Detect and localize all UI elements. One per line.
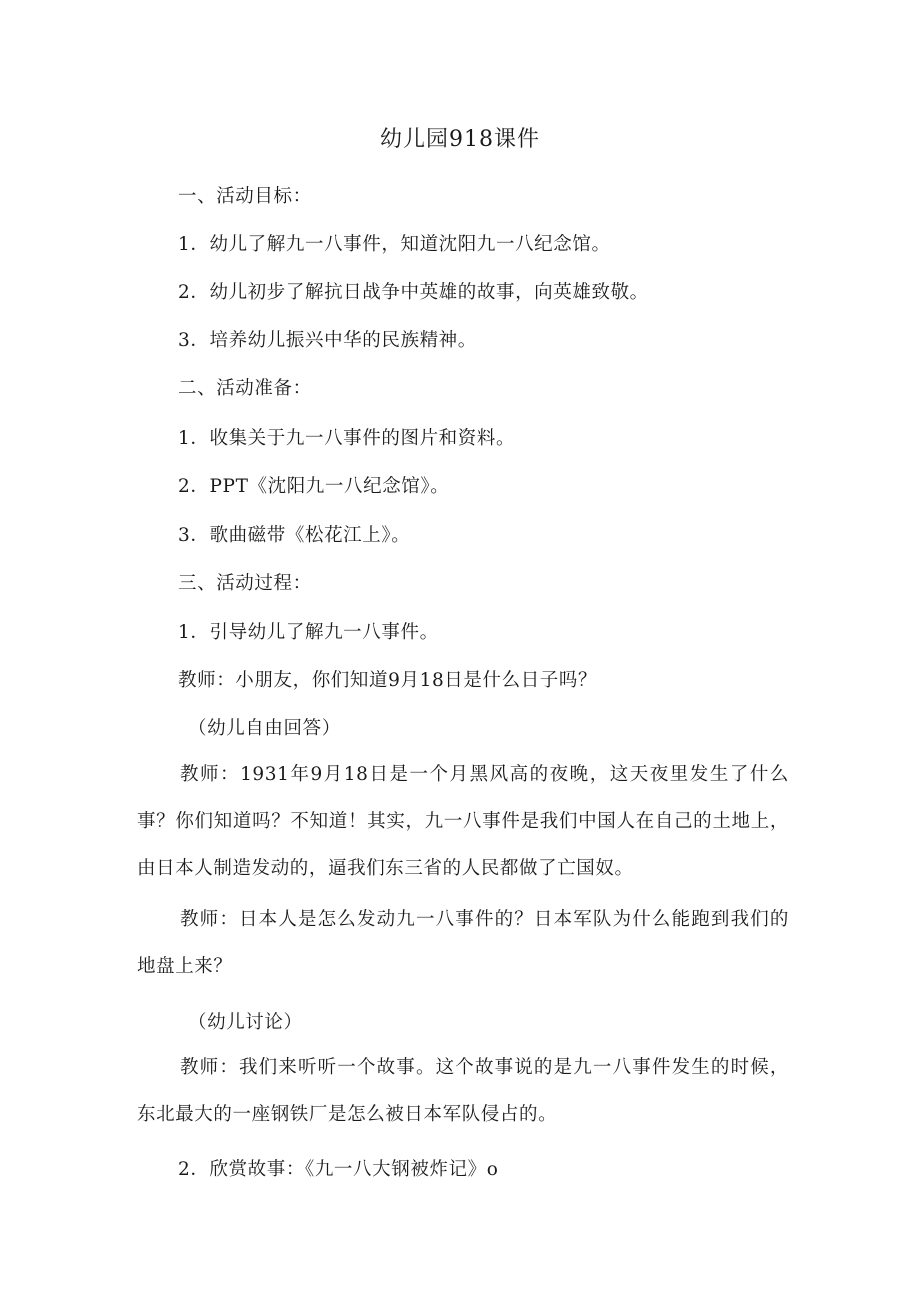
section-heading-process: 三、活动过程：	[178, 573, 312, 594]
goal-item-1: 1．幼儿了解九一八事件，知道沈阳九一八纪念馆。	[178, 234, 611, 255]
prep-item-2: 2．PPT《沈阳九一八纪念馆》。	[178, 476, 450, 497]
teacher-paragraph-2: 教师：日本人是怎么发动九一八事件的？日本军队为什么能跑到我们的地盘上来？	[137, 909, 789, 977]
prep-item-1: 1．收集关于九一八事件的图片和资料。	[178, 428, 516, 449]
process-step-2: 2．欣赏故事：《九一八大钢被炸记》o	[178, 1159, 499, 1180]
section-heading-prep: 二、活动准备：	[178, 378, 312, 399]
document-title: 幼儿园918课件	[380, 127, 540, 152]
teacher-paragraph-1: 教师：1931年9月18日是一个月黑风高的夜晚，这天夜里发生了什么事？你们知道吗？不知道！其实，九一八事件是我们中国人在自己的土地上，由日本人制造发动的，逼我们东三省的人民都做了亡国奴。	[137, 764, 789, 879]
goal-item-3: 3．培养幼儿振兴中华的民族精神。	[178, 330, 477, 351]
child-answer-1: （幼儿自由回答）	[188, 718, 341, 739]
child-answer-2: （幼儿讨论）	[188, 1012, 303, 1033]
prep-item-3: 3．歌曲磁带《松花江上》。	[178, 525, 411, 546]
process-step-1: 1．引导幼儿了解九一八事件。	[178, 622, 439, 643]
section-heading-goals: 一、活动目标：	[178, 186, 312, 207]
teacher-question-1: 教师：小朋友，你们知道9月18日是什么日子吗？	[178, 670, 598, 691]
goal-item-2: 2．幼儿初步了解抗日战争中英雄的故事，向英雄致敬。	[178, 282, 649, 303]
teacher-paragraph-3: 教师：我们来听听一个故事。这个故事说的是九一八事件发生的时候，东北最大的一座钢铁厂是怎么被日本军队侵占的。	[137, 1057, 789, 1125]
